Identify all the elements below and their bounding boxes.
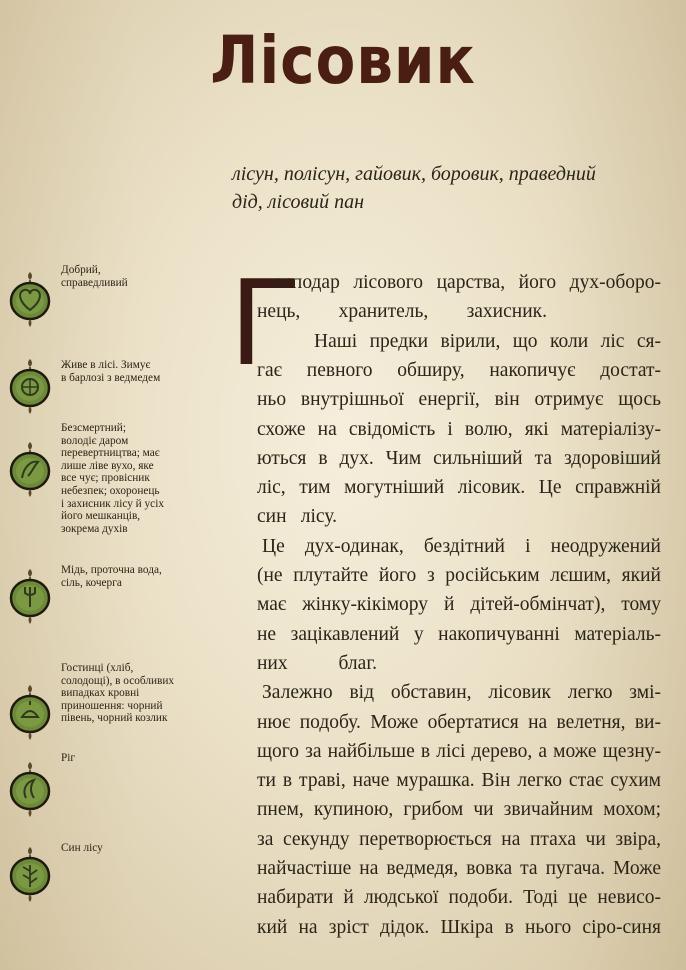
sidebar-item (6, 660, 236, 730)
body-line: ти в траві, наче мурашка. Він легко стає сухим (257, 770, 661, 792)
body-line: Наші предки вірили, що коли ліс ся- (314, 330, 661, 352)
body-line: нець, хранитель, захисник. (257, 301, 547, 323)
body-line: щого за найбільше в лісі дерево, а може щезну- (257, 740, 661, 762)
sidebar-label-line: Живе в лісі. Зимує (61, 359, 151, 371)
sidebar-label-line: лише ліве вухо, яке (61, 459, 154, 472)
body-line: пнем, купиною, грибом чи звичайним мохом; (257, 799, 661, 821)
sidebar-label (61, 842, 231, 855)
horn-icon (8, 760, 52, 820)
heart-icon (8, 270, 52, 330)
sidebar-label-line: все чує; провісник (61, 472, 150, 485)
alternative-names (232, 160, 662, 216)
body-line: син лісу. (257, 506, 337, 528)
body-line: (не плутайте його з російським лєшим, який (257, 565, 661, 586)
sidebar-label-line: Гостинці (хліб, (61, 662, 134, 674)
sidebar-item (6, 840, 236, 910)
body-line: ньо внутрішньої енергії, він отримує щось (257, 389, 661, 411)
sidebar-label-line: справедливий (61, 276, 128, 289)
sidebar-label-line: випадках кровні (61, 687, 140, 700)
sidebar-label (61, 662, 231, 725)
body-line: має жінку-кікімору й дітей-обмінчат), тому (257, 594, 661, 616)
sidebar-label-line: Син лісу (61, 842, 103, 854)
sidebar-label-line: Мідь, проточна вода, (61, 564, 162, 576)
sidebar-label-line: перевертництва; має (61, 447, 160, 460)
sidebar-label-line: небезпек; охоронець (61, 484, 160, 497)
sidebar-item (6, 562, 236, 632)
den-icon (8, 357, 52, 417)
sidebar-label-line: приношення: чорний (61, 699, 163, 712)
fork-icon (8, 567, 52, 627)
body-line: за секунду перетворюється на птаха чи звіра, (257, 828, 661, 850)
sidebar-label (61, 359, 231, 384)
sidebar-label (61, 752, 231, 765)
subtitle-line: лісун, полісун, гайовик, боровик, праведний (232, 163, 596, 185)
body-line: найчастіше на ведмедя, вовка та пугача. Може (257, 858, 661, 879)
sidebar-item (6, 262, 236, 332)
body-line: гає певного обширу, накопичує достат- (257, 359, 661, 381)
sidebar-label (61, 422, 231, 535)
body-line: не зацікавлений у накопичуванні матеріаль- (257, 623, 661, 645)
body-line: схоже на свідомість і волю, які матеріалізу- (257, 418, 661, 440)
body-line: них благ. (257, 652, 377, 674)
sidebar-label-line: і захисник лісу й усіх (61, 497, 164, 510)
body-line: Це дух-одинак, бездітний і неодружений (262, 535, 661, 557)
sidebar-label-line: зокрема духів (61, 522, 128, 535)
sidebar-label-line: Ріг (61, 752, 76, 764)
body-line: Залежно від обставин, лісовик легко змі- (262, 682, 661, 704)
body-line: кий на зріст дідок. Шкіра в нього сіро-синя (257, 916, 661, 938)
sidebar-item (6, 750, 236, 820)
sidebar-item (6, 357, 236, 427)
sidebar-label-line: його мешканців, (61, 510, 141, 523)
body-line: ліс, тим могутніший лісовик. Це справжній (257, 477, 661, 499)
body-line: осподар лісового царства, його дух-оборо- (273, 272, 661, 293)
sidebar-label-line: Безсмертний; (61, 422, 126, 434)
sidebar-label-line: півень, чорний козлик (61, 712, 168, 725)
sidebar-item (6, 420, 236, 535)
sidebar-label-line: в барлозі з ведмедем (61, 371, 161, 384)
drop-cap: Г (229, 254, 301, 392)
sidebar-label-line: володіє даром (61, 434, 129, 447)
body-line: ються в дух. Чим сильніший та здоровіший (257, 447, 661, 469)
sidebar-label-line: сіль, кочерга (61, 576, 122, 589)
body-line: набирати й людської подоби. Тоді це невисо- (257, 887, 661, 909)
leaf-swirl-icon (8, 440, 52, 500)
body-line: нює подобу. Може обертатися на велетня, ви- (257, 711, 661, 733)
offering-icon (8, 683, 52, 743)
sidebar-label (61, 264, 231, 289)
tree-icon (8, 845, 52, 905)
subtitle-line: дід, лісовий пан (232, 191, 365, 213)
sidebar-label-line: солодощі), в особливих (61, 674, 175, 687)
sidebar-label-line: Добрий, (61, 264, 101, 276)
page-title: Лісовик (210, 22, 476, 99)
sidebar-label (61, 564, 231, 589)
